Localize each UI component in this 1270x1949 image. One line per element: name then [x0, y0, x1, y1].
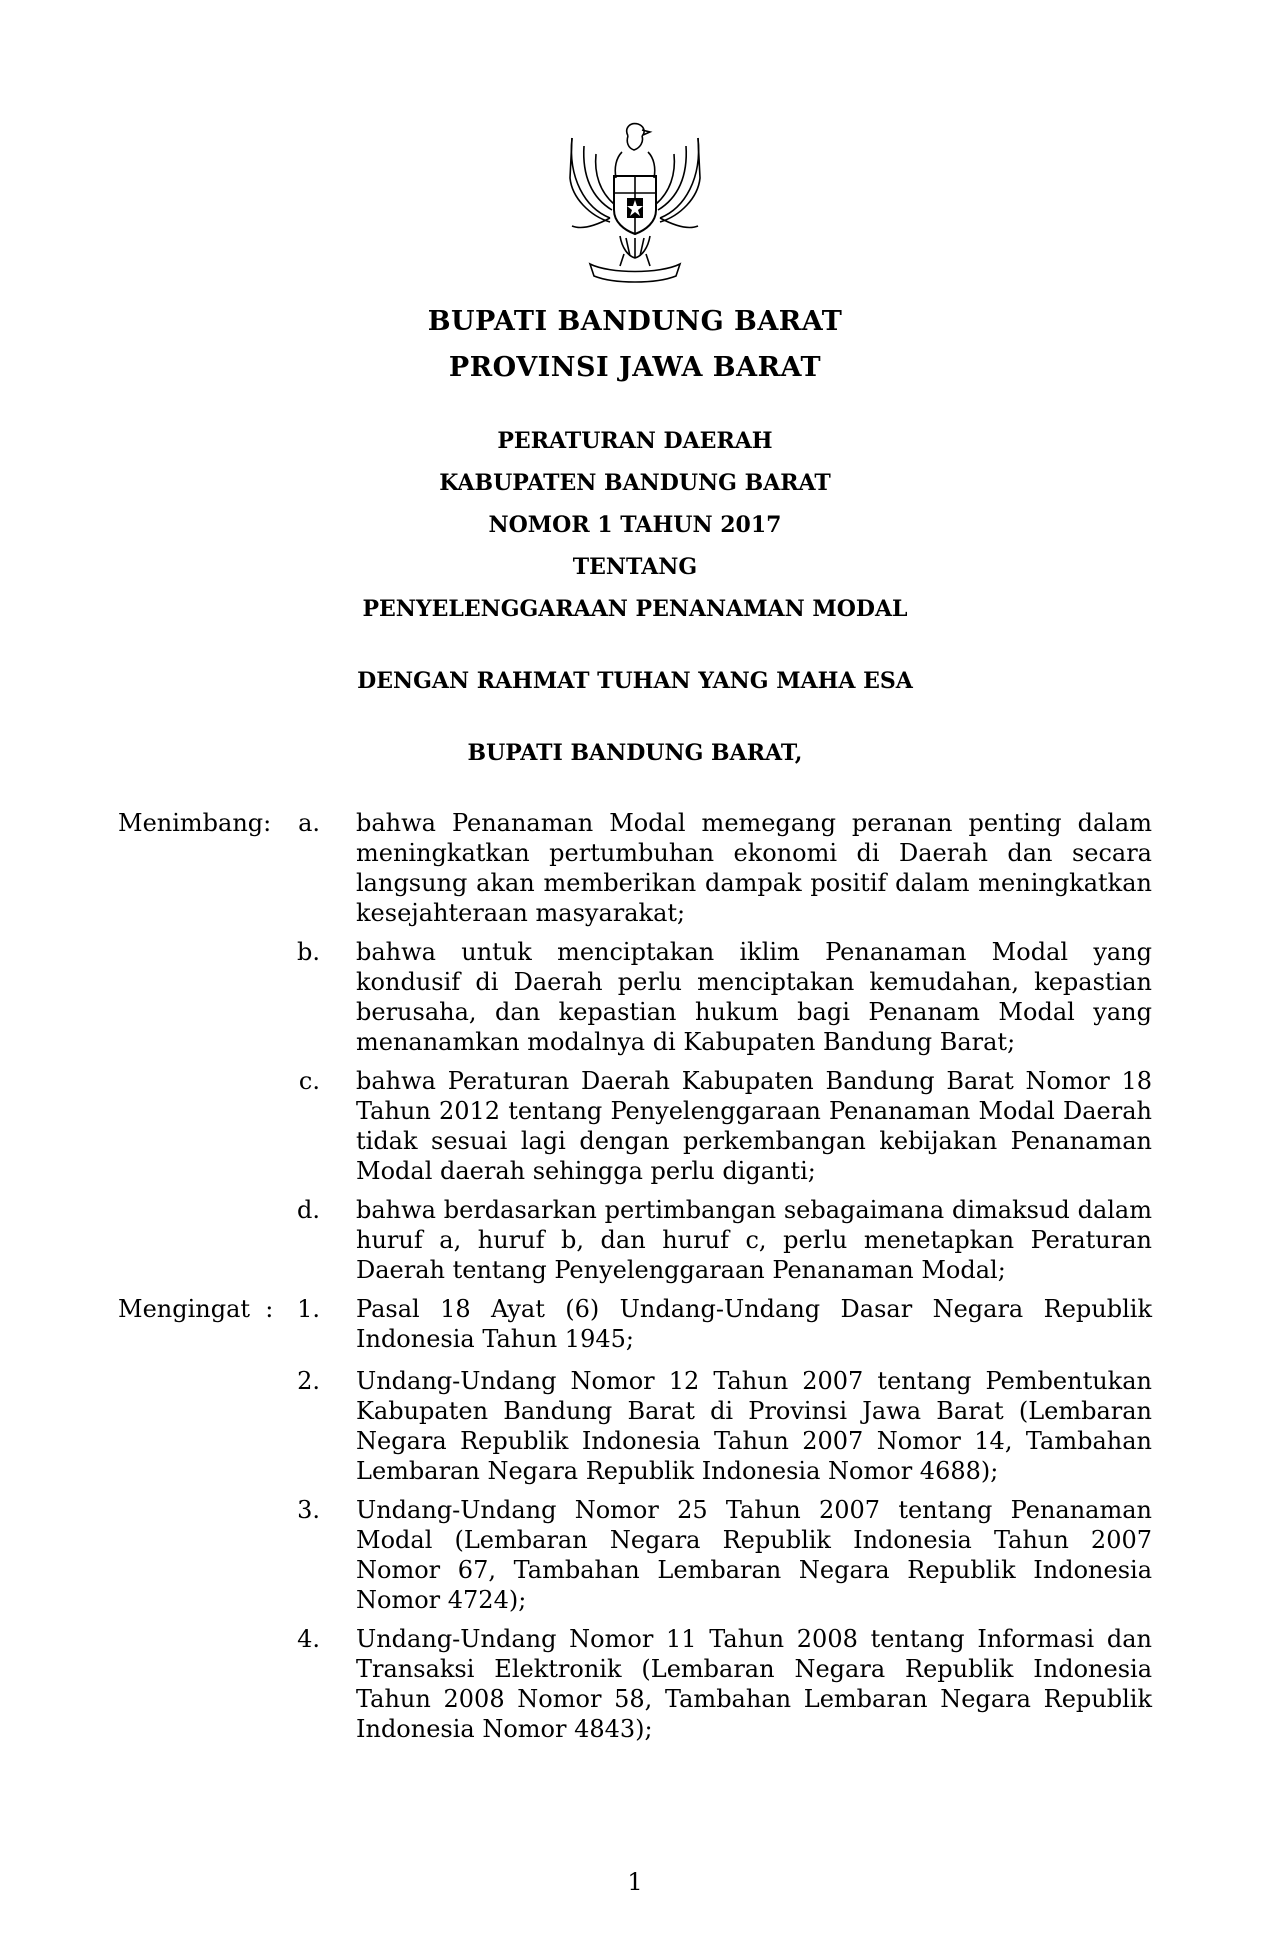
invocation: DENGAN RAHMAT TUHAN YANG MAHA ESA [357, 668, 913, 694]
item-text: bahwa untuk menciptakan iklim Penanaman Modal yang kondusif di Daerah perlu menciptakan kemudahan, kepastian berusaha, dan kepastian hukum bagi Penanam Modal yang menanamkan modalnya di Kabupaten Bandung Barat; [356, 938, 1152, 1056]
item-text: Undang-Undang Nomor 11 Tahun 2008 tentang Informasi dan Transaksi Elektronik (Lembaran Negara Republik Indonesia Tahun 2008 Nomor 58, Tambahan Lembaran Negara Republik Indonesia Nomor 4843); [356, 1625, 1152, 1743]
item-mark: c. [298, 1067, 320, 1095]
regulation-region: KABUPATEN BANDUNG BARAT [439, 470, 831, 496]
item-mark: 2. [297, 1367, 320, 1395]
regulation-number: NOMOR 1 TAHUN 2017 [488, 512, 782, 538]
item-mark: 3. [297, 1496, 320, 1524]
title-line-1: BUPATI BANDUNG BARAT [427, 306, 843, 337]
title-line-2: PROVINSI JAWA BARAT [448, 352, 822, 383]
item-text: Undang-Undang Nomor 25 Tahun 2007 tentang Penanaman Modal (Lembaran Negara Republik Indonesia Tahun 2007 Nomor 67, Tambahan Lembaran Negara Republik Indonesia Nomor 4724); [356, 1496, 1152, 1614]
item-mark: 4. [297, 1625, 320, 1653]
item-text: bahwa Peraturan Daerah Kabupaten Bandung Barat Nomor 18 Tahun 2012 tentang Penyelenggaraan Penanaman Modal Daerah tidak sesuai lagi dengan perkembangan kebijakan Penanaman Modal daerah sehingga perlu diganti; [356, 1067, 1152, 1185]
item-text: bahwa Penanaman Modal memegang peranan penting dalam meningkatkan pertumbuhan ekonomi di Daerah dan secara langsung akan memberikan dampak positif dalam meningkatkan kesejahteraan masyarakat; [356, 809, 1152, 927]
item-text: bahwa berdasarkan pertimbangan sebagaimana dimaksud dalam huruf a, huruf b, dan huruf c, perlu menetapkan Peraturan Daerah tentang Penyelenggaraan Penanaman Modal; [356, 1196, 1152, 1284]
item-mark: 1. [297, 1295, 320, 1323]
item-text: Undang-Undang Nomor 12 Tahun 2007 tentang Pembentukan Kabupaten Bandung Barat di Provinsi Jawa Barat (Lembaran Negara Republik Indonesia Tahun 2007 Nomor 14, Tambahan Lembaran Negara Republik Indonesia Nomor 4688); [356, 1367, 1152, 1485]
garuda-emblem-icon [550, 118, 720, 288]
regulation-subject: PENYELENGGARAAN PENANAMAN MODAL [362, 596, 908, 622]
regulation-type: PERATURAN DAERAH [497, 428, 773, 454]
page-number: 1 [627, 1868, 643, 1896]
item-mark: b. [297, 938, 320, 966]
authority: BUPATI BANDUNG BARAT, [467, 740, 803, 766]
mengingat-label: Mengingat : [118, 1295, 274, 1323]
item-mark: d. [297, 1196, 320, 1224]
menimbang-label: Menimbang: [118, 809, 272, 837]
item-mark: a. [298, 809, 320, 837]
item-text: Pasal 18 Ayat (6) Undang-Undang Dasar Negara Republik Indonesia Tahun 1945; [356, 1295, 1152, 1353]
regulation-about: TENTANG [572, 554, 698, 580]
